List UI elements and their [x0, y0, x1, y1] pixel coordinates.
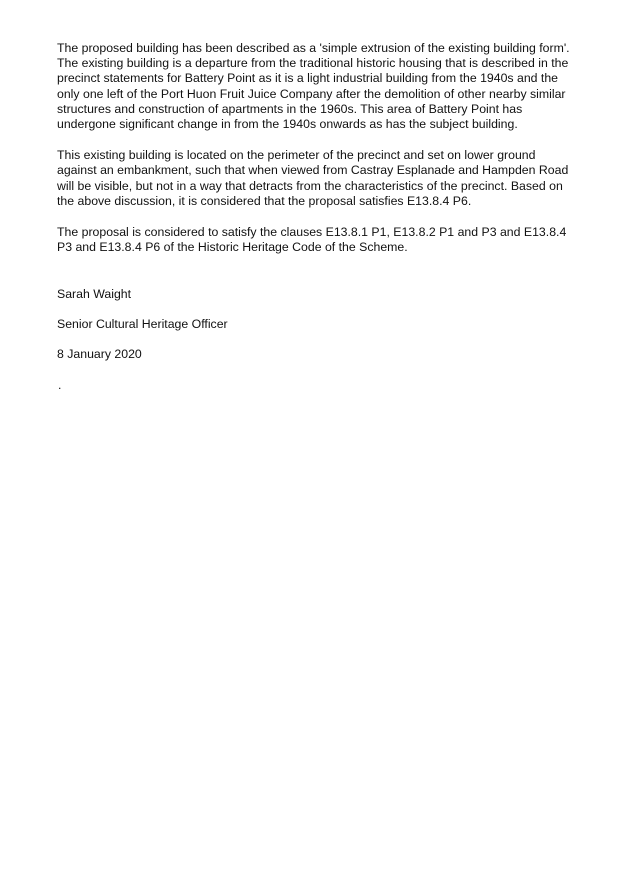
signature-block	[57, 271, 577, 377]
signature-name: Sarah Waight	[57, 286, 132, 301]
paragraph-building-description: The proposed building has been described as a 'simple extrusion of the existing building form'. The existing building is a departure from the traditional historic housing that is described in the precinct statements for Battery Point as it is a light industrial building from the 1940s and the only one left of the Port Huon Fruit Juice Company after the demolition of other nearby similar structures and construction of apartments in the 1960s. This area of Battery Point has undergone significant change in from the 1940s onwards as has the subject building.	[57, 41, 570, 132]
paragraph-conclusion: The proposal is considered to satisfy the clauses E13.8.1 P1, E13.8.2 P1 and P3 and E13.8.4 P3 and E13.8.4 P6 of the Historic Heritage Code of the Scheme.	[57, 225, 567, 255]
signature-date: 8 January 2020	[57, 347, 142, 362]
document-body	[57, 41, 577, 378]
stray-dot: .	[58, 378, 62, 392]
paragraph-building-location: This existing building is located on the perimeter of the precinct and set on lower ground against an embankment, such that when viewed from Castray Esplanade and Hampden Road will be visible, but not in a way that detracts from the characteristics of the precinct. Based on the above discussion, it is considered that the proposal satisfies E13.8.4 P6.	[57, 148, 569, 208]
signature-title: Senior Cultural Heritage Officer	[57, 317, 228, 332]
